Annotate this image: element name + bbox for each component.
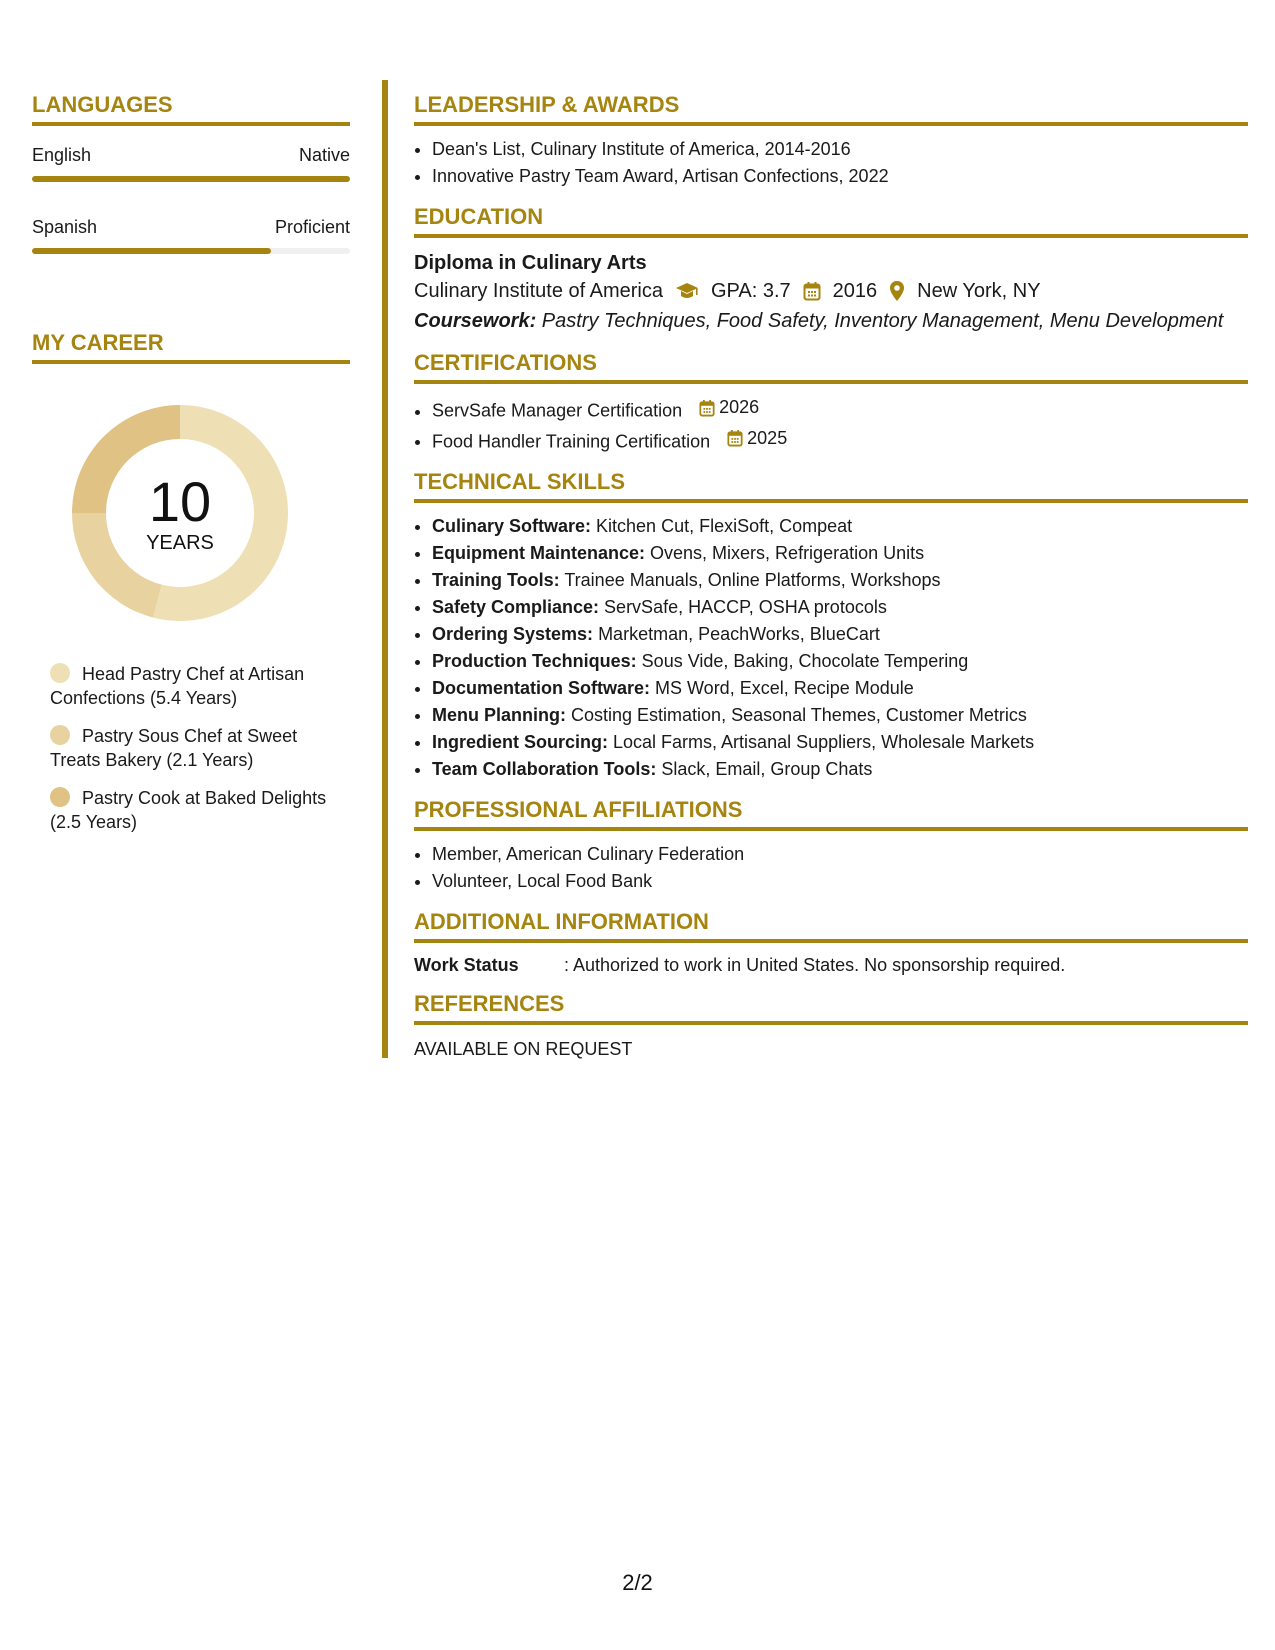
career-legend-label: Pastry Sous Chef at Sweet Treats Bakery (2.1 Years) xyxy=(50,726,298,770)
language-name: Spanish xyxy=(32,217,98,237)
skill-item xyxy=(432,513,1248,540)
education-gpa: GPA: 3.7 xyxy=(711,280,791,302)
skill-value: Slack, Email, Group Chats xyxy=(656,759,873,779)
language-level: Native xyxy=(298,145,350,165)
skill-label: Documentation Software: xyxy=(432,678,651,698)
skill-label: Safety Compliance: xyxy=(432,597,600,617)
skill-value: Trainee Manuals, Online Platforms, Workshops xyxy=(559,570,941,590)
affiliations-section xyxy=(414,797,1248,895)
language-proficiency-bar xyxy=(32,176,350,182)
skill-item xyxy=(432,729,1248,756)
leadership-title: LEADERSHIP & AWARDS xyxy=(414,92,1248,126)
languages-section xyxy=(32,92,350,254)
languages-title: LANGUAGES xyxy=(32,92,350,126)
career-legend-label: Head Pastry Chef at Artisan Confections (5.4 Years) xyxy=(50,664,305,708)
career-legend xyxy=(32,662,350,834)
skill-value: Ovens, Mixers, Refrigeration Units xyxy=(645,543,925,563)
career-legend-item xyxy=(50,662,350,710)
skills-title: TECHNICAL SKILLS xyxy=(414,469,1248,503)
list-item xyxy=(432,394,1248,425)
certification-year: 2025 xyxy=(747,427,788,448)
skill-label: Menu Planning: xyxy=(432,705,566,725)
list-item: • Dean's List, Culinary Institute of America, 2014-2016 xyxy=(432,136,1248,163)
legend-dot xyxy=(50,787,70,807)
references-section xyxy=(414,991,1248,1061)
skill-value: MS Word, Excel, Recipe Module xyxy=(650,678,914,698)
education-coursework xyxy=(414,306,1248,336)
list-item: • Innovative Pastry Team Award, Artisan Confections, 2022 xyxy=(432,163,1248,190)
education-year: 2016 xyxy=(832,280,878,302)
career-title: MY CAREER xyxy=(32,330,350,364)
skill-label: Team Collaboration Tools: xyxy=(432,759,657,779)
skill-value: ServSafe, HACCP, OSHA protocols xyxy=(599,597,887,617)
list-item: • Volunteer, Local Food Bank xyxy=(432,868,1248,895)
calendar-icon xyxy=(727,429,743,447)
list-item xyxy=(432,425,1248,456)
education-degree: Diploma in Culinary Arts xyxy=(414,252,647,274)
career-total-unit: YEARS xyxy=(146,532,214,554)
list-item: • Member, American Culinary Federation xyxy=(432,841,1248,868)
references-text: AVAILABLE ON REQUEST xyxy=(414,1039,633,1059)
language-level: Proficient xyxy=(274,217,350,237)
skill-value: Kitchen Cut, FlexiSoft, Compeat xyxy=(591,516,853,536)
language-proficiency-fill xyxy=(32,248,271,254)
career-donut-chart xyxy=(67,400,293,626)
skill-label: Production Techniques: xyxy=(432,651,637,671)
left-column xyxy=(32,92,350,848)
career-total-years: 10 xyxy=(148,470,212,533)
career-legend-label: Pastry Cook at Baked Delights (2.5 Years) xyxy=(50,788,327,832)
skill-value: Marketman, PeachWorks, BlueCart xyxy=(593,624,880,644)
career-section xyxy=(32,330,350,834)
language-name: English xyxy=(32,145,92,165)
work-status-label: Work Status xyxy=(414,955,519,975)
skill-item xyxy=(432,675,1248,702)
right-column xyxy=(414,92,1248,1075)
coursework-value: Pastry Techniques, Food Safety, Inventory Management, Menu Development xyxy=(536,310,1224,332)
work-status-value: : Authorized to work in United States. No sponsorship required. xyxy=(564,955,1066,975)
skill-item xyxy=(432,756,1248,783)
references-title: REFERENCES xyxy=(414,991,1248,1025)
career-legend-item xyxy=(50,786,350,834)
skill-item xyxy=(432,567,1248,594)
affiliations-list xyxy=(414,841,1248,895)
skills-list xyxy=(414,513,1248,783)
education-details xyxy=(414,276,1248,306)
page-number: 2/2 xyxy=(622,1570,653,1595)
language-proficiency-bar xyxy=(32,248,350,254)
graduation-cap-icon xyxy=(675,282,699,300)
skill-item xyxy=(432,648,1248,675)
calendar-icon xyxy=(803,281,821,301)
certifications-section xyxy=(414,350,1248,455)
certification-name: ServSafe Manager Certification xyxy=(432,400,683,421)
skill-label: Equipment Maintenance: xyxy=(432,543,646,563)
language-item xyxy=(32,144,350,182)
education-section xyxy=(414,204,1248,336)
skill-label: Training Tools: xyxy=(432,570,560,590)
skill-value: Sous Vide, Baking, Chocolate Tempering xyxy=(636,651,969,671)
skill-item xyxy=(432,702,1248,729)
certifications-list xyxy=(414,394,1248,455)
language-proficiency-fill xyxy=(32,176,350,182)
skill-label: Ordering Systems: xyxy=(432,624,594,644)
skill-item xyxy=(432,594,1248,621)
skill-item xyxy=(432,540,1248,567)
skill-label: Ingredient Sourcing: xyxy=(432,732,609,752)
skill-value: Local Farms, Artisanal Suppliers, Wholesale Markets xyxy=(608,732,1035,752)
location-pin-icon xyxy=(889,280,905,302)
skill-value: Costing Estimation, Seasonal Themes, Customer Metrics xyxy=(566,705,1027,725)
additional-info-section xyxy=(414,909,1248,977)
donut-center xyxy=(67,400,293,626)
education-school: Culinary Institute of America xyxy=(414,280,663,302)
certification-name: Food Handler Training Certification xyxy=(432,431,711,451)
affiliations-title: PROFESSIONAL AFFILIATIONS xyxy=(414,797,1248,831)
calendar-icon xyxy=(699,399,715,417)
legend-dot xyxy=(50,725,70,745)
leadership-list xyxy=(414,136,1248,190)
education-title: EDUCATION xyxy=(414,204,1248,238)
column-divider xyxy=(382,80,388,1058)
coursework-label: Coursework: xyxy=(414,310,537,332)
work-status-row xyxy=(414,953,1248,977)
skill-label: Culinary Software: xyxy=(432,516,592,536)
language-item xyxy=(32,216,350,254)
additional-info-title: ADDITIONAL INFORMATION xyxy=(414,909,1248,943)
skill-item xyxy=(432,621,1248,648)
certification-year: 2026 xyxy=(719,397,760,417)
skills-section xyxy=(414,469,1248,783)
education-location: New York, NY xyxy=(917,280,1041,302)
career-legend-item xyxy=(50,724,350,772)
leadership-section xyxy=(414,92,1248,190)
certifications-title: CERTIFICATIONS xyxy=(414,350,1248,384)
legend-dot xyxy=(50,663,70,683)
